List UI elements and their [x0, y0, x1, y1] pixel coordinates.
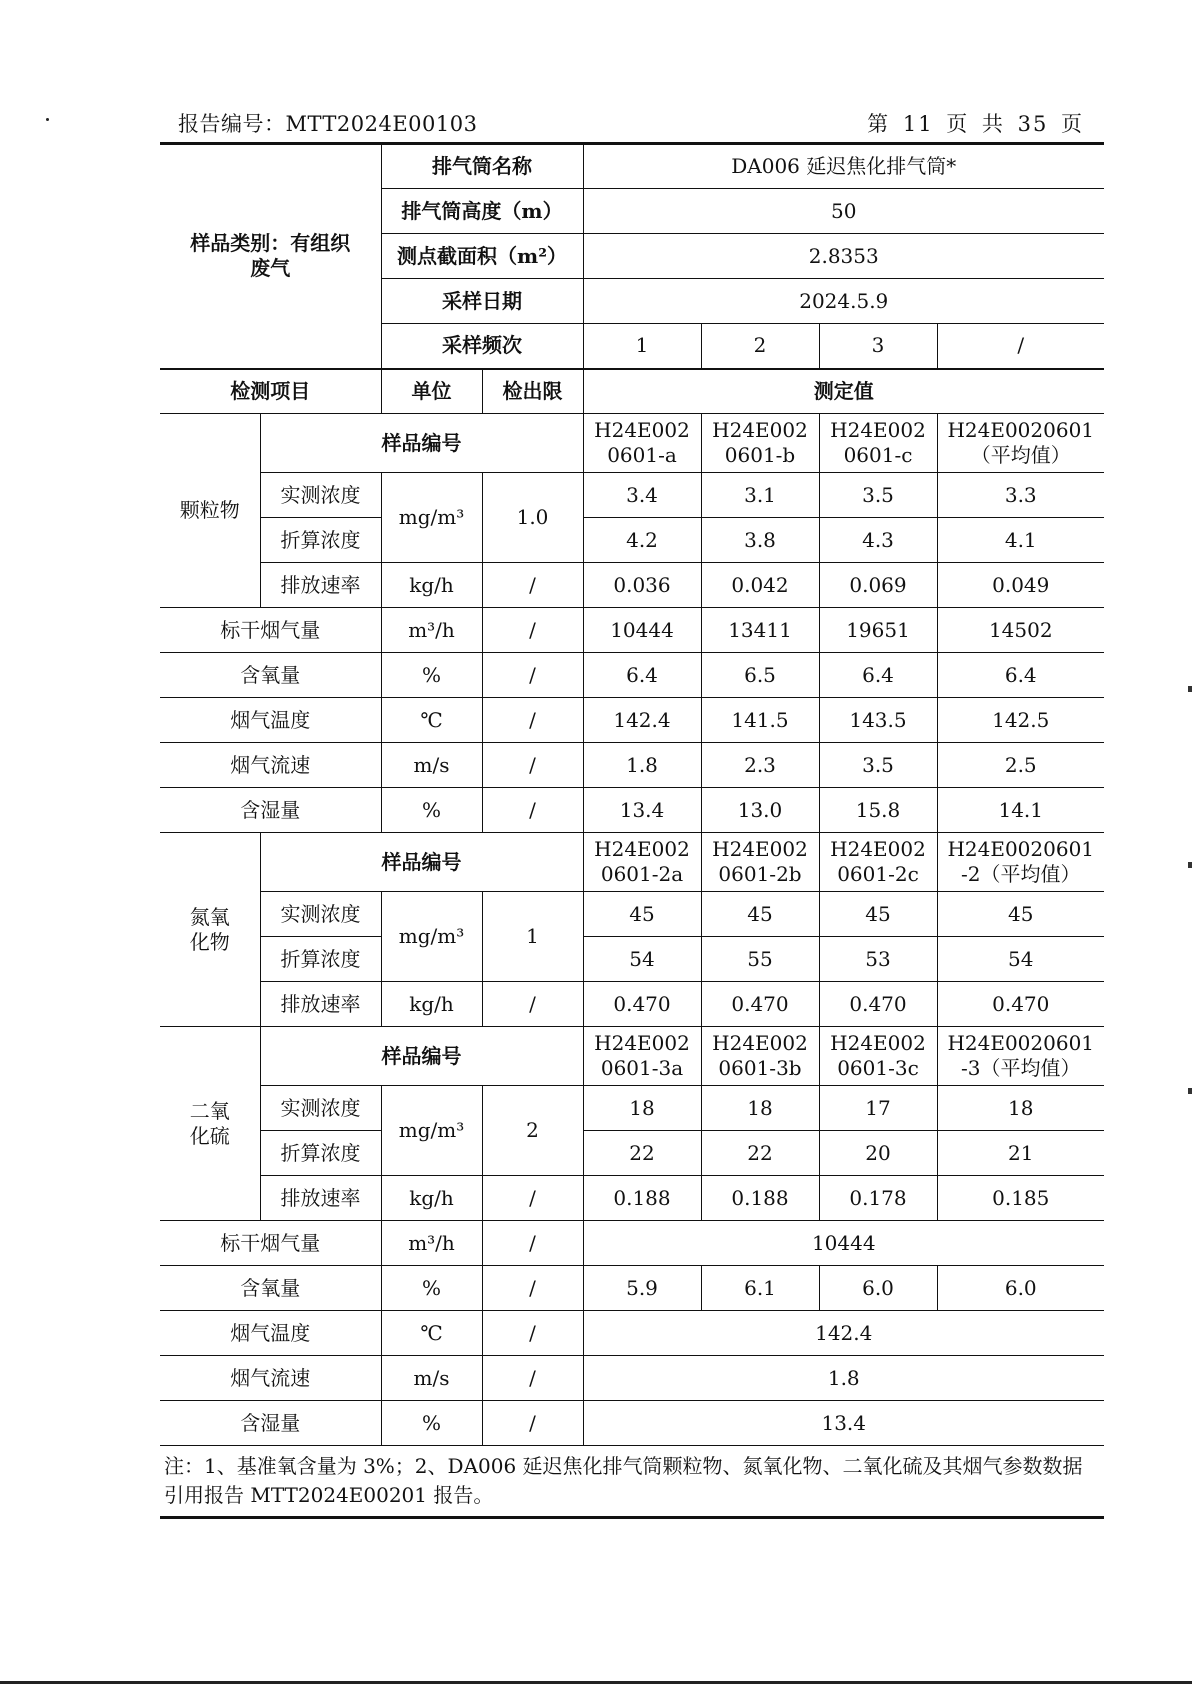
- value-cell: 6.4: [583, 653, 701, 698]
- unit-cell: mg/m³: [381, 473, 482, 563]
- info-value: DA006 延迟焦化排气筒*: [583, 144, 1104, 189]
- col-unit: 单位: [381, 369, 482, 414]
- value-cell: 0.185: [937, 1176, 1104, 1221]
- value-cell: 0.049: [937, 563, 1104, 608]
- flue2-speed-row: [160, 1356, 1104, 1401]
- flue2-temp-row: [160, 1311, 1104, 1356]
- row-label: 含湿量: [160, 1401, 381, 1446]
- limit-cell: /: [482, 743, 583, 788]
- value-cell: 54: [937, 937, 1104, 982]
- value-cell: 6.4: [937, 653, 1104, 698]
- value-cell: 17: [819, 1086, 937, 1131]
- sample-id: H24E002 0601-a: [583, 414, 701, 473]
- limit-cell: /: [482, 653, 583, 698]
- sample-id: H24E002 0601-3c: [819, 1027, 937, 1086]
- nox-sample-row: [160, 833, 1104, 892]
- value-cell: 0.470: [819, 982, 937, 1027]
- flue-row: [160, 743, 1104, 788]
- unit-cell: ℃: [381, 698, 482, 743]
- page-info: 第 11 页 共 35 页: [867, 112, 1084, 136]
- note-row: [160, 1446, 1104, 1518]
- sample-id: H24E002 0601-c: [819, 414, 937, 473]
- limit-cell: /: [482, 788, 583, 833]
- value-cell: 6.1: [701, 1266, 819, 1311]
- limit-cell: /: [482, 563, 583, 608]
- value-cell: 0.036: [583, 563, 701, 608]
- value-cell: 1.8: [583, 1356, 1104, 1401]
- particulate-name: 颗粒物: [160, 414, 260, 608]
- value-cell: 6.0: [937, 1266, 1104, 1311]
- value-cell: 143.5: [819, 698, 937, 743]
- row-label: 排放速率: [260, 1176, 381, 1221]
- limit-cell: /: [482, 1176, 583, 1221]
- limit-cell: /: [482, 1266, 583, 1311]
- particulate-measured-row: [160, 473, 1104, 518]
- value-cell: 15.8: [819, 788, 937, 833]
- value-cell: 5.9: [583, 1266, 701, 1311]
- nox-rate-row: [160, 982, 1104, 1027]
- row-label: 烟气流速: [160, 1356, 381, 1401]
- sample-id: H24E0020601 -3（平均值）: [937, 1027, 1104, 1086]
- row-label: 排放速率: [260, 982, 381, 1027]
- unit-cell: kg/h: [381, 563, 482, 608]
- value-cell: 20: [819, 1131, 937, 1176]
- value-cell: 142.4: [583, 698, 701, 743]
- limit-cell: /: [482, 1311, 583, 1356]
- value-cell: 0.470: [701, 982, 819, 1027]
- unit-cell: ℃: [381, 1311, 482, 1356]
- limit-cell: /: [482, 1221, 583, 1266]
- flue2-humidity-row: [160, 1401, 1104, 1446]
- value-cell: 0.188: [583, 1176, 701, 1221]
- sample-id-label: 样品编号: [260, 414, 583, 473]
- info-label: 排气筒名称: [381, 144, 583, 189]
- row-label: 排放速率: [260, 563, 381, 608]
- freq-label: 采样频次: [381, 324, 583, 369]
- value-cell: 0.069: [819, 563, 937, 608]
- freq-cell: 3: [819, 324, 937, 369]
- value-cell: 13.0: [701, 788, 819, 833]
- value-cell: 13.4: [583, 788, 701, 833]
- value-cell: 10444: [583, 1221, 1104, 1266]
- row-label: 折算浓度: [260, 1131, 381, 1176]
- report-number: 报告编号：MTT2024E00103: [178, 112, 478, 136]
- particulate-rate-row: [160, 563, 1104, 608]
- value-cell: 53: [819, 937, 937, 982]
- row-label: 含氧量: [160, 1266, 381, 1311]
- value-cell: 0.470: [583, 982, 701, 1027]
- value-cell: 142.4: [583, 1311, 1104, 1356]
- value-cell: 22: [701, 1131, 819, 1176]
- col-limit: 检出限: [482, 369, 583, 414]
- limit-cell: /: [482, 1356, 583, 1401]
- scan-edge: [0, 1681, 1192, 1684]
- unit-cell: kg/h: [381, 1176, 482, 1221]
- so2-measured-row: [160, 1086, 1104, 1131]
- unit-cell: m/s: [381, 743, 482, 788]
- value-cell: 18: [583, 1086, 701, 1131]
- value-cell: 0.178: [819, 1176, 937, 1221]
- particulate-sample-row: [160, 414, 1104, 473]
- unit-cell: %: [381, 788, 482, 833]
- sample-id: H24E002 0601-2a: [583, 833, 701, 892]
- sample-category: 样品类别：有组织 废气: [160, 144, 381, 369]
- sample-id-label: 样品编号: [260, 1027, 583, 1086]
- row-label: 标干烟气量: [160, 1221, 381, 1266]
- value-cell: 45: [583, 892, 701, 937]
- info-value: 2024.5.9: [583, 279, 1104, 324]
- so2-converted-row: [160, 1131, 1104, 1176]
- nox-converted-row: [160, 937, 1104, 982]
- row-label: 含湿量: [160, 788, 381, 833]
- row-label: 实测浓度: [260, 1086, 381, 1131]
- value-cell: 0.188: [701, 1176, 819, 1221]
- flue-row: [160, 608, 1104, 653]
- flue-row: [160, 698, 1104, 743]
- value-cell: 1.8: [583, 743, 701, 788]
- value-cell: 3.8: [701, 518, 819, 563]
- value-cell: 3.1: [701, 473, 819, 518]
- sample-id: H24E002 0601-b: [701, 414, 819, 473]
- value-cell: 0.042: [701, 563, 819, 608]
- flue2-oxygen-row: [160, 1266, 1104, 1311]
- row-label: 烟气温度: [160, 1311, 381, 1356]
- value-cell: 4.1: [937, 518, 1104, 563]
- limit-cell: /: [482, 608, 583, 653]
- value-cell: 6.4: [819, 653, 937, 698]
- value-cell: 18: [937, 1086, 1104, 1131]
- particulate-converted-row: [160, 518, 1104, 563]
- value-cell: 3.5: [819, 473, 937, 518]
- sample-id-label: 样品编号: [260, 833, 583, 892]
- value-cell: 141.5: [701, 698, 819, 743]
- flue-row: [160, 788, 1104, 833]
- value-cell: 2.3: [701, 743, 819, 788]
- table-note: 注：1、基准氧含量为 3%；2、DA006 延迟焦化排气筒颗粒物、氮氧化物、二氧化硫及其烟气参数数据引用报告 MTT2024E00201 报告。: [160, 1446, 1104, 1518]
- col-value: 测定值: [583, 369, 1104, 414]
- limit-cell: /: [482, 698, 583, 743]
- value-cell: 14.1: [937, 788, 1104, 833]
- so2-name: 二氧 化硫: [160, 1027, 260, 1221]
- value-cell: 6.5: [701, 653, 819, 698]
- value-cell: 45: [819, 892, 937, 937]
- row-label: 折算浓度: [260, 518, 381, 563]
- unit-cell: mg/m³: [381, 1086, 482, 1176]
- nox-name: 氮氧 化物: [160, 833, 260, 1027]
- row-label: 含氧量: [160, 653, 381, 698]
- sample-id: H24E0020601 -2（平均值）: [937, 833, 1104, 892]
- value-cell: 18: [701, 1086, 819, 1131]
- value-cell: 13.4: [583, 1401, 1104, 1446]
- flue-row: [160, 653, 1104, 698]
- limit-cell: 2: [482, 1086, 583, 1176]
- nox-measured-row: [160, 892, 1104, 937]
- value-cell: 19651: [819, 608, 937, 653]
- limit-cell: 1.0: [482, 473, 583, 563]
- info-label: 采样日期: [381, 279, 583, 324]
- unit-cell: m³/h: [381, 1221, 482, 1266]
- so2-rate-row: [160, 1176, 1104, 1221]
- value-cell: 21: [937, 1131, 1104, 1176]
- unit-cell: %: [381, 1266, 482, 1311]
- info-row-stack-name: [160, 144, 1104, 189]
- row-label: 烟气温度: [160, 698, 381, 743]
- unit-cell: %: [381, 653, 482, 698]
- scan-dot: [46, 118, 49, 121]
- sample-id: H24E002 0601-2b: [701, 833, 819, 892]
- value-cell: 4.3: [819, 518, 937, 563]
- sample-id: H24E002 0601-3b: [701, 1027, 819, 1086]
- unit-cell: kg/h: [381, 982, 482, 1027]
- value-cell: 10444: [583, 608, 701, 653]
- value-cell: 55: [701, 937, 819, 982]
- sample-id: H24E002 0601-2c: [819, 833, 937, 892]
- row-label: 标干烟气量: [160, 608, 381, 653]
- value-cell: 2.5: [937, 743, 1104, 788]
- monitoring-table: [160, 142, 1104, 1519]
- unit-cell: m³/h: [381, 608, 482, 653]
- value-cell: 45: [937, 892, 1104, 937]
- info-label: 测点截面积（m²）: [381, 234, 583, 279]
- column-header-row: [160, 369, 1104, 414]
- value-cell: 3.5: [819, 743, 937, 788]
- sample-id: H24E002 0601-3a: [583, 1027, 701, 1086]
- value-cell: 13411: [701, 608, 819, 653]
- value-cell: 142.5: [937, 698, 1104, 743]
- value-cell: 4.2: [583, 518, 701, 563]
- limit-cell: 1: [482, 892, 583, 982]
- row-label: 折算浓度: [260, 937, 381, 982]
- value-cell: 3.3: [937, 473, 1104, 518]
- value-cell: 22: [583, 1131, 701, 1176]
- info-value: 2.8353: [583, 234, 1104, 279]
- col-item: 检测项目: [160, 369, 381, 414]
- row-label: 实测浓度: [260, 892, 381, 937]
- info-label: 排气筒高度（m）: [381, 189, 583, 234]
- value-cell: 0.470: [937, 982, 1104, 1027]
- row-label: 实测浓度: [260, 473, 381, 518]
- value-cell: 3.4: [583, 473, 701, 518]
- unit-cell: %: [381, 1401, 482, 1446]
- info-value: 50: [583, 189, 1104, 234]
- limit-cell: /: [482, 1401, 583, 1446]
- freq-cell: 2: [701, 324, 819, 369]
- value-cell: 45: [701, 892, 819, 937]
- freq-cell: 1: [583, 324, 701, 369]
- value-cell: 54: [583, 937, 701, 982]
- flue2-flow-row: [160, 1221, 1104, 1266]
- so2-sample-row: [160, 1027, 1104, 1086]
- row-label: 烟气流速: [160, 743, 381, 788]
- unit-cell: m/s: [381, 1356, 482, 1401]
- freq-cell: /: [937, 324, 1104, 369]
- unit-cell: mg/m³: [381, 892, 482, 982]
- value-cell: 6.0: [819, 1266, 937, 1311]
- value-cell: 14502: [937, 608, 1104, 653]
- limit-cell: /: [482, 982, 583, 1027]
- sample-id: H24E0020601 （平均值）: [937, 414, 1104, 473]
